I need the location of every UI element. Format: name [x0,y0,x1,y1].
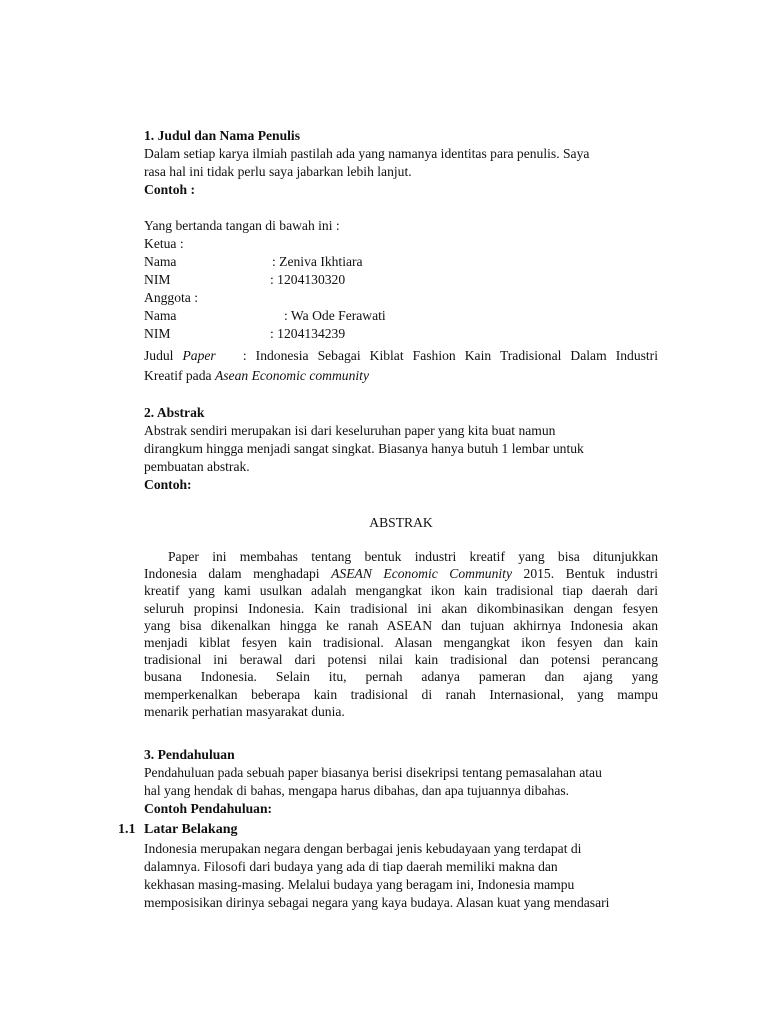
section-3-heading: 3. Pendahuluan [144,747,235,762]
subsection-heading [118,822,237,838]
ketua-nim-value: : 1204130320 [270,272,346,287]
section-3-para-line: hal yang hendak di bahas, mengapa harus dibahas, dan apa tujuannya dibahas. [144,783,570,798]
paper-title-block [144,346,658,386]
paper-title-line [144,366,658,386]
abstract-line2-italic: ASEAN Economic Community [331,566,512,582]
anggota-nim-row [144,325,658,343]
abstract-line2-suffix: 2015. Bentuk industri [512,566,658,582]
section-1 [144,127,658,199]
abstract-line: menarik perhatian masyarakat dunia. [144,703,345,719]
subsection-line: kekhasan masing-masing. Melalui budaya yang beragam ini, Indonesia mampu [144,877,575,892]
ketua-name-row [144,253,658,271]
ketua-name-value: : Zeniva Ikhtiara [272,254,363,269]
judul-line2-prefix: Kreatif pada [144,368,215,383]
section-2 [144,404,658,494]
section-1-heading: 1. Judul dan Nama Penulis [144,128,300,143]
section-3 [144,746,658,818]
ketua-nim-row [144,271,658,289]
section-1-para-line: rasa hal ini tidak perlu saya jabarkan lebih lanjut. [144,164,412,179]
ketua-nim-label: NIM [144,272,171,287]
section-3-example-label: Contoh Pendahuluan: [144,801,273,816]
section-2-heading: 2. Abstrak [144,405,205,420]
abstract-body [144,548,658,720]
anggota-name-label: Nama [144,308,177,323]
ketua-name-label: Nama [144,254,177,269]
section-2-para-line: dirangkum hingga menjadi sangat singkat. Biasanya hanya butuh 1 lembar untuk [144,441,584,456]
anggota-label: Anggota : [144,290,198,305]
subsection-line: memposisikan dirinya sebagai negara yang kaya budaya. Alasan kuat yang mendasari [144,895,610,910]
author-identity-block [144,217,658,343]
section-3-para-line: Pendahuluan pada sebuah paper biasanya berisi disekripsi tentang pemasalahan atau [144,765,602,780]
subsection-line: dalamnya. Filosofi dari budaya yang ada di tiap daerah memiliki makna dan [144,859,558,874]
judul-title-text: : Indonesia Sebagai Kiblat Fashion Kain Tradisional Dalam Industri [242,348,658,363]
abstract-line: menjadi kiblat fesyen kain tradisional. Alasan mengangkat ikon fesyen dan kain [144,634,658,650]
judul-paper-word: Paper [182,348,216,363]
abstract-title: ABSTRAK [369,515,433,530]
abstract-line: tradisional ini berawal dari potensi nilai kain tradisional dan potensi perancang [144,652,658,668]
judul-line2-italic: Asean Economic community [214,368,369,383]
subsection-title: Latar Belakang [144,822,238,837]
section-1-para-line: Dalam setiap karya ilmiah pastilah ada yang namanya identitas para penulis. Saya [144,146,590,161]
section-2-example-label: Contoh: [144,477,192,492]
subsection-line: Indonesia merupakan negara dengan berbagai jenis kebudayaan yang terdapat di [144,841,582,856]
signed-statement: Yang bertanda tangan di bawah ini : [144,218,340,233]
subsection-number: 1.1 [118,822,136,837]
paper-title-line [144,346,658,366]
anggota-nim-value: : 1204134239 [270,326,346,341]
anggota-name-value: : Wa Ode Ferawati [284,308,386,323]
section-2-para-line: Abstrak sendiri merupakan isi dari keseluruhan paper yang kita buat namun [144,423,556,438]
section-1-example-label: Contoh : [144,182,195,197]
abstract-line: yang bisa dikenalkan hingga ke ranah ASEAN dan tujuan akhirnya Indonesia akan [144,617,658,633]
abstract-line: memperkenalkan beberapa kain tradisional di ranah Internasional, yang mampu [144,686,658,702]
judul-label: Judul [144,348,183,363]
section-2-para-line: pembuatan abstrak. [144,459,250,474]
abstract-line: Paper ini membahas tentang bentuk industri kreatif yang bisa ditunjukkan [168,549,658,564]
abstract-line: busana Indonesia. Selain itu, pernah adanya pameran dan ajang yang [144,669,658,685]
abstract-line [144,565,658,582]
subsection-body [144,840,658,912]
anggota-nim-label: NIM [144,326,171,341]
ketua-label: Ketua : [144,236,184,251]
anggota-name-row [144,307,658,325]
abstract-line: seluruh propinsi Indonesia. Kain tradisional ini akan dikombinasikan dengan fesyen [144,600,658,616]
abstract-line: kreatif yang kami usulkan adalah mengangkat ikon kain tradisional tiap daerah dari [144,583,658,599]
abstract-line2-prefix: Indonesia dalam menghadapi [144,566,332,582]
